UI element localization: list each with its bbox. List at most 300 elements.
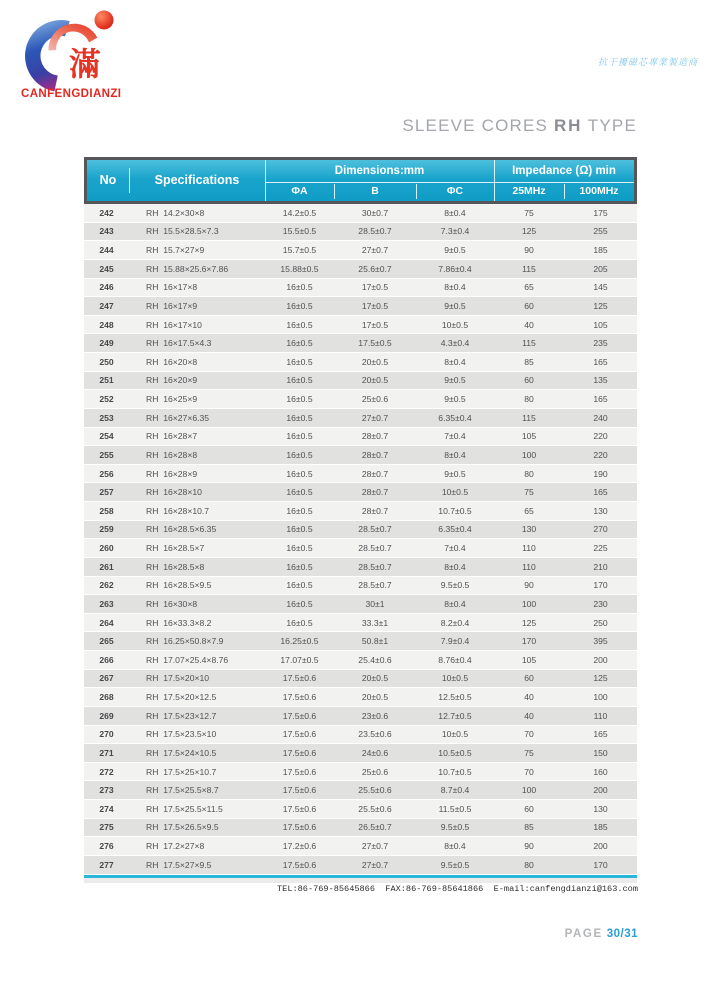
cell-imp-100mhz: 130 <box>593 803 608 814</box>
table-row <box>84 800 637 819</box>
cell-phi-a: 17.5±0.6 <box>282 859 317 870</box>
cell-no: 276 <box>99 841 114 852</box>
cell-spec: RH 17.5×25.5×11.5 <box>146 803 223 814</box>
cell-b: 27±0.7 <box>361 245 389 256</box>
cell-b: 23.5±0.6 <box>358 729 392 740</box>
cell-phi-a: 17.5±0.6 <box>282 766 317 777</box>
cell-spec: RH 17.5×23×12.7 <box>146 710 217 721</box>
cell-no: 249 <box>99 338 114 349</box>
cell-b: 25.4±0.6 <box>358 654 392 665</box>
cell-b: 25±0.6 <box>361 766 389 777</box>
table-row <box>84 353 637 372</box>
col-header-phi-c: ΦC <box>446 185 464 197</box>
cell-phi-a: 16±0.5 <box>286 300 313 311</box>
cell-spec: RH 16×28×10 <box>146 487 202 498</box>
cell-no: 273 <box>99 785 114 796</box>
cell-spec: RH 16×17×10 <box>146 319 202 330</box>
cell-imp-100mhz: 125 <box>593 673 608 684</box>
cell-phi-a: 16±0.5 <box>286 543 313 554</box>
cell-b: 28±0.7 <box>361 431 389 442</box>
cell-imp-25mhz: 110 <box>522 543 536 554</box>
cell-phi-c: 8±0.4 <box>444 449 466 460</box>
cell-imp-25mhz: 125 <box>521 617 537 628</box>
table-row <box>84 446 637 465</box>
table-row <box>84 819 637 838</box>
table-row <box>84 539 637 558</box>
table-row <box>84 837 637 856</box>
logo-red-ball <box>95 11 114 30</box>
table-row <box>84 577 637 596</box>
cell-no: 244 <box>99 245 114 256</box>
cell-phi-c: 10.7±0.5 <box>438 505 472 516</box>
cell-imp-25mhz: 80 <box>524 859 534 870</box>
cell-no: 267 <box>99 673 114 684</box>
cell-spec: RH 16.25×50.8×7.9 <box>146 636 224 647</box>
cell-no: 257 <box>99 487 114 498</box>
cell-no: 252 <box>99 394 114 405</box>
cell-imp-25mhz: 60 <box>524 300 534 311</box>
cell-phi-c: 6.35±0.4 <box>438 524 472 535</box>
table-row <box>84 558 637 577</box>
cell-phi-a: 15.7±0.5 <box>282 245 317 256</box>
cell-imp-25mhz: 80 <box>524 468 534 479</box>
cell-imp-100mhz: 230 <box>593 598 608 609</box>
col-group-dimensions: Dimensions:mm <box>334 165 425 177</box>
cell-spec: RH 17.5×24×10.5 <box>146 747 217 758</box>
cell-imp-25mhz: 110 <box>522 561 536 572</box>
cell-phi-a: 16±0.5 <box>286 449 313 460</box>
cell-imp-25mhz: 90 <box>524 245 534 256</box>
header-divider <box>564 184 565 199</box>
cell-spec: RH 17.5×23.5×10 <box>146 729 217 740</box>
cell-no: 250 <box>99 356 114 367</box>
col-header-100mhz: 100MHz <box>579 185 619 197</box>
cell-spec: RH 16×28×9 <box>146 468 198 479</box>
cell-imp-25mhz: 100 <box>521 598 537 609</box>
cell-phi-a: 14.2±0.5 <box>282 207 317 218</box>
cell-spec: RH 16×33.3×8.2 <box>146 617 212 628</box>
cell-spec: RH 16×28.5×7 <box>146 543 205 554</box>
cell-phi-c: 12.5±0.5 <box>438 692 472 703</box>
cell-phi-a: 16±0.5 <box>286 598 313 609</box>
cell-phi-c: 8±0.4 <box>444 356 466 367</box>
cell-phi-a: 17.5±0.6 <box>282 785 317 796</box>
cell-b: 28±0.7 <box>361 505 389 516</box>
cell-spec: RH 16×27×6.35 <box>146 412 210 423</box>
cell-phi-a: 15.88±0.5 <box>280 263 319 274</box>
cell-phi-c: 7.86±0.4 <box>438 263 472 274</box>
cell-phi-a: 16±0.5 <box>286 487 313 498</box>
cell-b: 26.5±0.7 <box>358 822 392 833</box>
cell-imp-25mhz: 90 <box>524 580 534 591</box>
cell-phi-a: 16±0.5 <box>286 505 313 516</box>
cell-phi-c: 9±0.5 <box>444 468 466 479</box>
cell-b: 17.5±0.5 <box>358 338 392 349</box>
cell-spec: RH 16×28.5×9.5 <box>146 580 212 591</box>
logo-chinese-character: 滿 <box>68 45 102 83</box>
cell-spec: RH 17.5×20×12.5 <box>146 692 217 703</box>
cell-phi-a: 17.5±0.6 <box>282 822 317 833</box>
cell-phi-c: 10.7±0.5 <box>438 766 472 777</box>
cell-phi-a: 16±0.5 <box>286 319 313 330</box>
table-row <box>84 781 637 800</box>
cell-imp-100mhz: 165 <box>593 394 608 405</box>
cell-imp-25mhz: 75 <box>524 207 534 218</box>
col-header-specifications: Specifications <box>154 173 240 187</box>
cell-phi-a: 16±0.5 <box>286 468 313 479</box>
cell-imp-100mhz: 100 <box>593 692 608 703</box>
table-row <box>84 428 637 447</box>
cell-no: 274 <box>99 803 114 814</box>
header-divider <box>334 184 335 199</box>
cell-b: 28±0.7 <box>361 449 389 460</box>
title-suffix: TYPE <box>582 116 637 135</box>
cell-b: 28.5±0.7 <box>358 580 392 591</box>
cell-spec: RH 15.5×28.5×7.3 <box>146 226 219 237</box>
cell-imp-25mhz: 115 <box>522 263 536 274</box>
cell-spec: RH 15.88×25.6×7.86 <box>146 263 229 274</box>
header-divider <box>494 182 634 183</box>
cell-imp-25mhz: 40 <box>524 319 534 330</box>
cell-imp-25mhz: 170 <box>521 636 537 647</box>
page-number: 30/31 <box>606 928 638 940</box>
cell-imp-100mhz: 395 <box>593 636 608 647</box>
cell-imp-25mhz: 60 <box>524 375 534 386</box>
table-row <box>84 409 637 428</box>
cell-imp-100mhz: 240 <box>593 412 608 423</box>
cell-phi-c: 7.9±0.4 <box>440 636 470 647</box>
cell-phi-a: 17.2±0.6 <box>282 841 317 852</box>
cell-b: 28.5±0.7 <box>358 543 392 554</box>
page-label: PAGE <box>564 928 603 940</box>
cell-b: 17±0.5 <box>361 300 389 311</box>
cell-imp-25mhz: 115 <box>522 412 536 423</box>
cell-b: 27±0.7 <box>361 859 389 870</box>
header-divider <box>265 160 266 201</box>
cell-imp-100mhz: 200 <box>593 654 608 665</box>
cell-imp-100mhz: 160 <box>593 766 608 777</box>
cell-phi-a: 17.5±0.6 <box>282 803 317 814</box>
cell-phi-c: 11.5±0.5 <box>438 803 472 814</box>
cell-imp-25mhz: 40 <box>524 692 534 703</box>
cell-phi-c: 9.5±0.5 <box>440 859 470 870</box>
cell-imp-25mhz: 75 <box>524 747 534 758</box>
title-series-code: RH <box>554 116 583 135</box>
cell-b: 17±0.5 <box>361 282 389 293</box>
cell-phi-a: 16.25±0.5 <box>280 636 319 647</box>
cell-phi-a: 16±0.5 <box>286 561 313 572</box>
cell-b: 23±0.6 <box>361 710 389 721</box>
cell-imp-100mhz: 185 <box>593 822 608 833</box>
cell-spec: RH 16×17×9 <box>146 300 198 311</box>
col-header-phi-a: ΦA <box>291 185 308 197</box>
table-bottom-strip <box>84 878 637 883</box>
cell-phi-a: 17.07±0.5 <box>280 654 319 665</box>
cell-spec: RH 15.7×27×9 <box>146 245 205 256</box>
cell-phi-a: 16±0.5 <box>286 524 313 535</box>
col-header-25mhz: 25MHz <box>512 185 546 197</box>
cell-phi-a: 16±0.5 <box>286 375 313 386</box>
cell-no: 251 <box>99 375 114 386</box>
cell-phi-a: 17.5±0.6 <box>282 673 317 684</box>
cell-phi-c: 6.35±0.4 <box>438 412 472 423</box>
cell-spec: RH 16×28.5×6.35 <box>146 524 217 535</box>
cell-phi-c: 9.5±0.5 <box>440 822 470 833</box>
cell-no: 246 <box>99 282 114 293</box>
cell-imp-100mhz: 135 <box>593 375 608 386</box>
cell-b: 28.5±0.7 <box>358 561 392 572</box>
cell-imp-100mhz: 250 <box>593 617 608 628</box>
cell-spec: RH 16×17.5×4.3 <box>146 338 212 349</box>
cell-imp-100mhz: 105 <box>593 319 608 330</box>
table-row <box>84 334 637 353</box>
cell-no: 260 <box>99 543 114 554</box>
cell-imp-100mhz: 175 <box>593 207 608 218</box>
cell-no: 254 <box>99 431 114 442</box>
table-row <box>84 614 637 633</box>
cell-imp-100mhz: 220 <box>593 431 608 442</box>
cell-b: 33.3±1 <box>361 617 389 628</box>
cell-imp-100mhz: 200 <box>593 841 608 852</box>
cell-imp-25mhz: 75 <box>524 487 534 498</box>
table-row <box>84 483 637 502</box>
table-row <box>84 726 637 745</box>
cell-phi-a: 17.5±0.6 <box>282 710 317 721</box>
header-divider <box>494 160 495 201</box>
cell-no: 245 <box>99 263 114 274</box>
cell-b: 24±0.6 <box>361 747 389 758</box>
cell-imp-25mhz: 90 <box>524 841 534 852</box>
cell-no: 248 <box>99 319 114 330</box>
cell-spec: RH 16×30×8 <box>146 598 198 609</box>
cell-imp-100mhz: 220 <box>593 449 608 460</box>
cell-phi-c: 9.5±0.5 <box>440 580 470 591</box>
cell-phi-a: 17.5±0.6 <box>282 729 317 740</box>
cell-spec: RH 16×28×8 <box>146 449 198 460</box>
table-row <box>84 707 637 726</box>
cell-imp-100mhz: 145 <box>593 282 608 293</box>
cell-b: 25.6±0.7 <box>358 263 392 274</box>
cell-no: 277 <box>99 859 114 870</box>
cell-b: 20±0.5 <box>361 375 389 386</box>
cell-imp-25mhz: 80 <box>524 394 534 405</box>
cell-spec: RH 16×28.5×8 <box>146 561 205 572</box>
cell-phi-c: 8±0.4 <box>444 598 466 609</box>
cell-imp-100mhz: 190 <box>593 468 608 479</box>
cell-imp-100mhz: 165 <box>593 487 608 498</box>
cell-phi-a: 17.5±0.6 <box>282 747 317 758</box>
cell-imp-25mhz: 105 <box>521 654 537 665</box>
header-divider <box>129 168 130 193</box>
cell-phi-c: 9±0.5 <box>444 245 466 256</box>
spec-table <box>84 157 637 883</box>
company-name: CANFENGDIANZI <box>21 88 122 100</box>
cell-spec: RH 17.07×25.4×8.76 <box>146 654 229 665</box>
cell-no: 270 <box>99 729 114 740</box>
cell-imp-100mhz: 125 <box>593 300 608 311</box>
cell-imp-25mhz: 115 <box>522 338 536 349</box>
cell-b: 28±0.7 <box>361 468 389 479</box>
cell-imp-25mhz: 130 <box>521 524 537 535</box>
table-header <box>84 157 637 204</box>
cell-imp-100mhz: 170 <box>593 859 608 870</box>
cell-imp-100mhz: 130 <box>593 505 608 516</box>
cell-spec: RH 17.5×25×10.7 <box>146 766 217 777</box>
cell-b: 27±0.7 <box>361 412 389 423</box>
cell-imp-100mhz: 210 <box>593 561 608 572</box>
cell-phi-a: 16±0.5 <box>286 356 313 367</box>
cell-spec: RH 17.2×27×8 <box>146 841 205 852</box>
table-row <box>84 763 637 782</box>
contact-info: TEL:86-769-85645866 FAX:86-769-85641866 E-mail:canfengdianzi@163.com <box>277 884 638 894</box>
cell-phi-a: 15.5±0.5 <box>282 226 317 237</box>
cell-no: 243 <box>99 226 114 237</box>
table-row <box>84 241 637 260</box>
cell-no: 255 <box>99 449 114 460</box>
cell-phi-c: 9±0.5 <box>444 375 466 386</box>
cell-phi-c: 7.3±0.4 <box>440 226 470 237</box>
cell-imp-25mhz: 100 <box>521 785 537 796</box>
cell-spec: RH 17.5×25.5×8.7 <box>146 785 219 796</box>
page-indicator <box>565 928 638 940</box>
cell-imp-25mhz: 125 <box>521 226 537 237</box>
cell-b: 28.5±0.7 <box>358 226 392 237</box>
table-row <box>84 279 637 298</box>
cell-b: 28±0.7 <box>361 487 389 498</box>
cell-phi-c: 7±0.4 <box>444 431 466 442</box>
cell-no: 262 <box>99 580 114 591</box>
cell-no: 253 <box>99 412 114 423</box>
cell-phi-c: 8.2±0.4 <box>440 617 470 628</box>
table-row <box>84 632 637 651</box>
cell-no: 269 <box>99 710 114 721</box>
cell-no: 261 <box>99 561 114 572</box>
table-row <box>84 688 637 707</box>
cell-imp-100mhz: 165 <box>593 356 608 367</box>
cell-imp-100mhz: 255 <box>593 226 608 237</box>
cell-spec: RH 17.5×26.5×9.5 <box>146 822 219 833</box>
cell-no: 268 <box>99 692 114 703</box>
page-title <box>402 116 637 136</box>
table-row <box>84 521 637 540</box>
cell-b: 25±0.6 <box>361 394 389 405</box>
cell-no: 266 <box>99 654 114 665</box>
cell-phi-a: 16±0.5 <box>286 338 313 349</box>
cell-spec: RH 16×17×8 <box>146 282 198 293</box>
cell-phi-a: 16±0.5 <box>286 431 313 442</box>
cell-spec: RH 16×25×9 <box>146 394 198 405</box>
cell-imp-25mhz: 85 <box>524 822 534 833</box>
cell-spec: RH 16×28×10.7 <box>146 505 210 516</box>
cell-b: 17±0.5 <box>361 319 389 330</box>
cell-phi-c: 10.5±0.5 <box>438 747 472 758</box>
cell-spec: RH 17.5×27×9.5 <box>146 859 212 870</box>
cell-no: 265 <box>99 636 114 647</box>
cell-phi-c: 9±0.5 <box>444 394 466 405</box>
cell-imp-100mhz: 150 <box>593 747 608 758</box>
cell-phi-a: 16±0.5 <box>286 580 313 591</box>
cell-phi-c: 8±0.4 <box>444 207 466 218</box>
table-row <box>84 651 637 670</box>
cell-phi-c: 9±0.5 <box>444 300 466 311</box>
cell-spec: RH 16×28×7 <box>146 431 198 442</box>
cell-phi-c: 8±0.4 <box>444 282 466 293</box>
cell-imp-25mhz: 65 <box>524 282 534 293</box>
cell-phi-a: 16±0.5 <box>286 282 313 293</box>
cell-imp-25mhz: 100 <box>521 449 537 460</box>
table-body <box>84 204 637 875</box>
title-prefix: SLEEVE CORES <box>402 116 555 135</box>
table-row <box>84 260 637 279</box>
cell-b: 20±0.5 <box>361 673 389 684</box>
cell-phi-c: 8±0.4 <box>444 561 466 572</box>
cell-phi-c: 8.76±0.4 <box>438 654 472 665</box>
cell-phi-a: 16±0.5 <box>286 617 313 628</box>
table-row <box>84 502 637 521</box>
cell-phi-c: 10±0.5 <box>441 729 469 740</box>
header-divider <box>416 184 417 199</box>
table-row <box>84 372 637 391</box>
cell-b: 28.5±0.7 <box>358 524 392 535</box>
cell-imp-25mhz: 60 <box>524 803 534 814</box>
cell-imp-100mhz: 235 <box>593 338 608 349</box>
cell-imp-25mhz: 70 <box>524 729 534 740</box>
cell-imp-25mhz: 40 <box>524 710 534 721</box>
cell-b: 25.5±0.6 <box>358 785 392 796</box>
cell-imp-25mhz: 60 <box>524 673 534 684</box>
cell-phi-c: 12.7±0.5 <box>438 710 472 721</box>
cell-b: 30±1 <box>365 598 385 609</box>
cell-phi-c: 8.7±0.4 <box>440 785 470 796</box>
col-header-b: B <box>371 185 379 197</box>
cell-spec: RH 17.5×20×10 <box>146 673 210 684</box>
table-row <box>84 223 637 242</box>
cell-imp-25mhz: 105 <box>521 431 537 442</box>
cell-b: 50.8±1 <box>361 636 389 647</box>
cell-no: 271 <box>99 747 114 758</box>
cell-spec: RH 16×20×8 <box>146 356 198 367</box>
cell-imp-100mhz: 165 <box>593 729 608 740</box>
company-tagline: 抗干擾磁芯專業製造商 <box>597 57 698 67</box>
cell-phi-c: 4.3±0.4 <box>440 338 470 349</box>
cell-imp-100mhz: 170 <box>593 580 608 591</box>
table-row <box>84 204 637 223</box>
table-row <box>84 856 637 875</box>
cell-no: 259 <box>99 524 114 535</box>
cell-no: 247 <box>99 300 114 311</box>
cell-no: 242 <box>99 207 114 218</box>
cell-imp-100mhz: 200 <box>593 785 608 796</box>
cell-no: 256 <box>99 468 114 479</box>
cell-no: 258 <box>99 505 114 516</box>
cell-no: 264 <box>99 617 114 628</box>
cell-no: 272 <box>99 766 114 777</box>
cell-imp-100mhz: 185 <box>593 245 608 256</box>
cell-phi-a: 17.5±0.6 <box>282 692 317 703</box>
cell-phi-a: 16±0.5 <box>286 394 313 405</box>
cell-no: 275 <box>99 822 114 833</box>
cell-imp-100mhz: 205 <box>593 263 608 274</box>
table-row <box>84 390 637 409</box>
cell-imp-25mhz: 65 <box>524 505 534 516</box>
cell-b: 20±0.5 <box>361 692 389 703</box>
cell-imp-100mhz: 270 <box>593 524 608 535</box>
cell-spec: RH 16×20×9 <box>146 375 198 386</box>
table-row <box>84 465 637 484</box>
table-row <box>84 297 637 316</box>
cell-imp-100mhz: 225 <box>593 543 608 554</box>
table-row <box>84 316 637 335</box>
